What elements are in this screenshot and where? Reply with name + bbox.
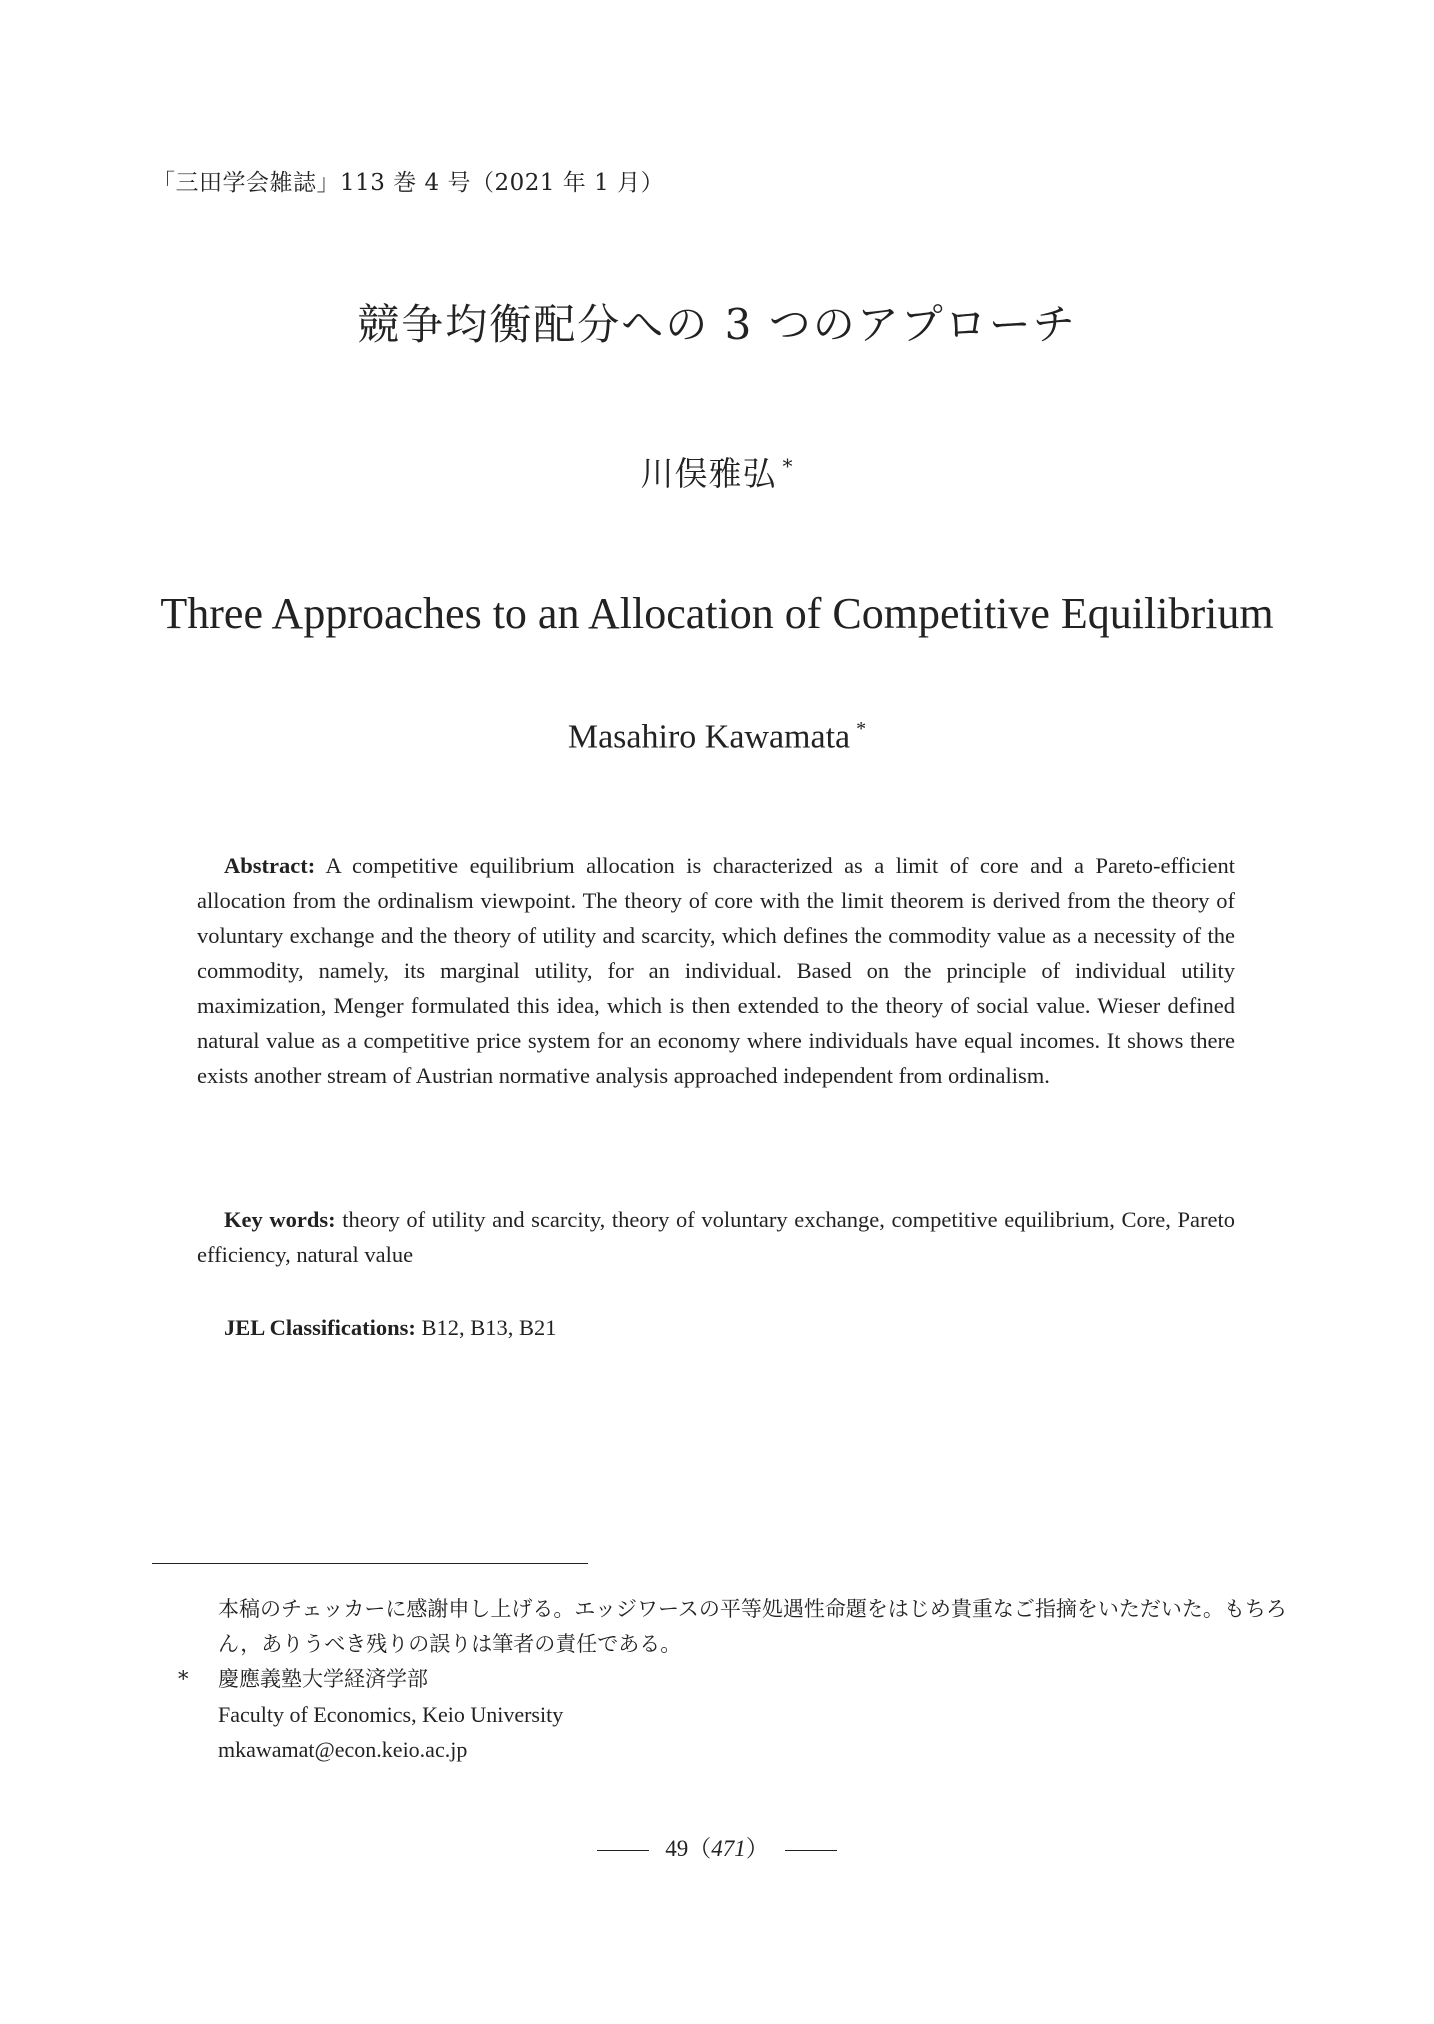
jel-classifications [224,1310,557,1345]
author-footnote-mark-en: * [856,718,867,740]
title-japanese: 競争均衡配分への 3 つのアプローチ [357,300,1077,349]
page-number [0,1830,1434,1863]
page-number-total: 471 [711,1836,746,1861]
footnotes [152,1592,1292,1767]
keywords [197,1202,1235,1272]
keywords-text: theory of utility and scarcity, theory of voluntary exchange, competitive equilibrium, Core, Pareto efficiency, natural value [197,1207,1235,1267]
keywords-label: Key words: [224,1207,336,1232]
title-english: Three Approaches to an Allocation of Competitive Equilibrium [160,589,1274,638]
affiliation-english: Faculty of Economics, Keio University [218,1702,564,1727]
abstract [197,848,1235,1093]
page-number-dash-left [597,1850,649,1851]
author-email: mkawamat@econ.keio.ac.jp [218,1737,468,1762]
author-english [0,718,1434,756]
author-name-ja: 川俣雅弘 [640,454,777,493]
jel-codes: B12, B13, B21 [421,1315,557,1340]
page-number-open-paren: （ [688,1836,712,1861]
author-footnote-mark: * [782,454,794,478]
abstract-text: A competitive equilibrium allocation is characterized as a limit of core and a Pareto-efficient allocation from the ordinalism viewpoint. The theory of core with the limit theorem is derived from the theory of voluntary exchange and the theory of utility and scarcity, which defines the commodity value as a necessity of the commodity, namely, its marginal utility, for an individual. Based on the principle of individual utility maximization, Menger formulated this idea, which is then extended to the theory of social value. Wieser defined natural value as a competitive price system for an economy where individuals have equal incomes. It shows there exists another stream of Austrian normative analysis approached independent from ordinalism. [197,853,1235,1088]
footnote-acknowledgement: 本稿のチェッカーに感謝申し上げる。エッジワースの平等処遇性命題をはじめ貴重なご指摘をいただいた。もちろん，ありうべき残りの誤りは筆者の責任である。 [218,1597,1287,1656]
footnote-divider [152,1563,588,1564]
page-number-dash-right [785,1850,837,1851]
jel-label: JEL Classifications: [224,1315,416,1340]
footnote-affiliation [152,1662,1292,1767]
author-name-en: Masahiro Kawamata [567,718,851,756]
abstract-label: Abstract: [224,853,316,878]
journal-header: 「三田学会雑誌」113 巻 4 号（2021 年 1 月） [152,170,665,196]
footnote-star-mark: * [178,1667,189,1691]
author-japanese [0,448,1434,495]
affiliation-japanese: 慶應義塾大学経済学部 [218,1667,428,1691]
page-number-close-paren: ） [745,1836,769,1861]
page-number-current: 49 [665,1836,689,1861]
